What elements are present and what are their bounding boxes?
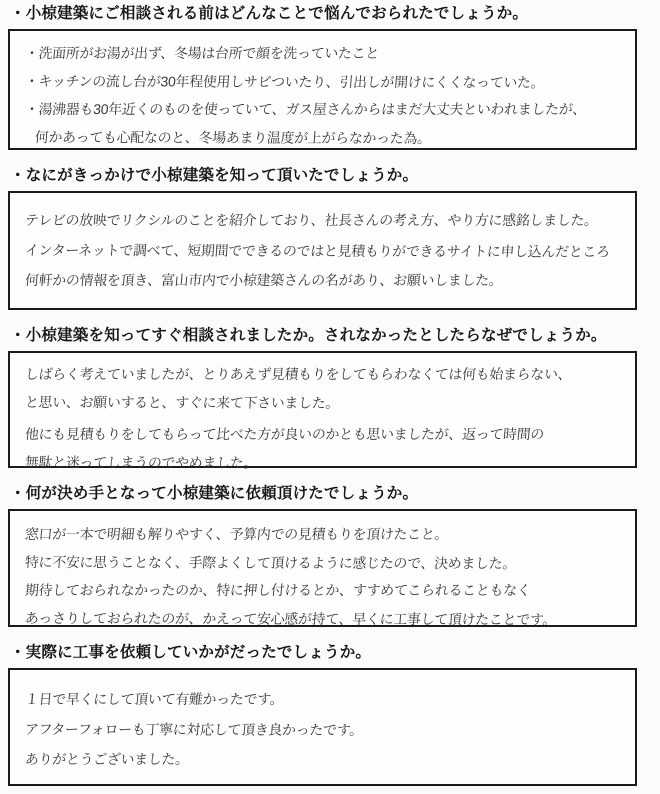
question-text: ・なにがきっかけで小椋建築を知って頂いたでしょうか。 — [10, 167, 419, 184]
handwritten-line: 窓口が一本で明細も解りやすく、予算内での見積もりを頂けたこと。 — [24, 526, 449, 542]
handwritten-line: 他にも見積もりをしてもらって比べた方が良いのかとも思いましたが、返って時間の — [24, 426, 545, 442]
question-text: ・小椋建築にご相談される前はどんなことで悩んでおられたでしょうか。 — [10, 5, 529, 22]
survey-section-how-found — [8, 166, 637, 310]
answer-box — [8, 29, 637, 150]
handwritten-line: インターネットで調べて、短期間でできるのではと見積もりができるサイトに申し込んだところ — [24, 242, 611, 260]
survey-section-consulted-immediately — [8, 326, 637, 471]
survey-section-work-feedback — [8, 643, 637, 786]
handwritten-line: ・キッチンの流し台が30年程使用しサビついたり、引出しが開けにくくなっていた。 — [24, 73, 546, 91]
answer-box — [8, 191, 637, 310]
question-text: ・実際に工事を依頼していかがだったでしょうか。 — [10, 644, 372, 661]
handwritten-line: ・洗面所がお湯が出ず、冬場は台所で顔を洗っていたこと — [24, 45, 380, 61]
handwritten-line: 無駄と迷ってしまうのでやめました。 — [24, 454, 258, 471]
handwritten-line: あっさりしておられたのが、かえって安心感が持て、早くに工事して頂けたことです。 — [24, 610, 557, 628]
question-text: ・何が決め手となって小椋建築に依頼頂けたでしょうか。 — [10, 485, 419, 502]
handwritten-line: 特に不安に思うことなく、手際よくして頂けるように感じたので、決めました。 — [24, 554, 517, 572]
handwritten-line: ありがとうございました。 — [24, 751, 190, 767]
handwritten-line: 何かあっても心配なのと、冬場あまり温度が上がらなかった為。 — [34, 129, 432, 147]
survey-section-deciding-factor — [8, 484, 637, 627]
handwritten-line: ・湯沸器も30年近くのものを使っていて、ガス屋さんからはまだ大丈夫といわれましたが、 — [24, 101, 587, 117]
survey-section-worries — [8, 4, 637, 150]
question-text: ・小椋建築を知ってすぐ相談されましたか。されなかったとしたらなぜでしょうか。 — [10, 327, 607, 344]
handwritten-line: １日で早くにして頂いて有難かったです。 — [24, 691, 285, 707]
handwritten-line: 期待しておられなかったのか、特に押し付けるとか、すすめてこられることもなく — [24, 582, 532, 598]
handwritten-line: 何軒かの情報を頂き、富山市内で小椋建築さんの名があり、お願いしました。 — [24, 272, 504, 288]
handwritten-line: しばらく考えていましたが、とりあえず見積もりをしてもらわなくては何も始まらない、 — [24, 366, 573, 382]
handwritten-line: と思い、お願いすると、すぐに来て下さいました。 — [24, 394, 340, 411]
handwritten-line: アフターフォローも丁寧に対応して頂き良かったです。 — [24, 721, 364, 738]
answer-box — [8, 351, 637, 471]
handwritten-line: テレビの放映でリクシルのことを紹介しており、社長さんの考え方、やり方に感銘しました。 — [24, 212, 599, 228]
answer-box — [8, 668, 637, 786]
answer-box — [8, 509, 637, 627]
